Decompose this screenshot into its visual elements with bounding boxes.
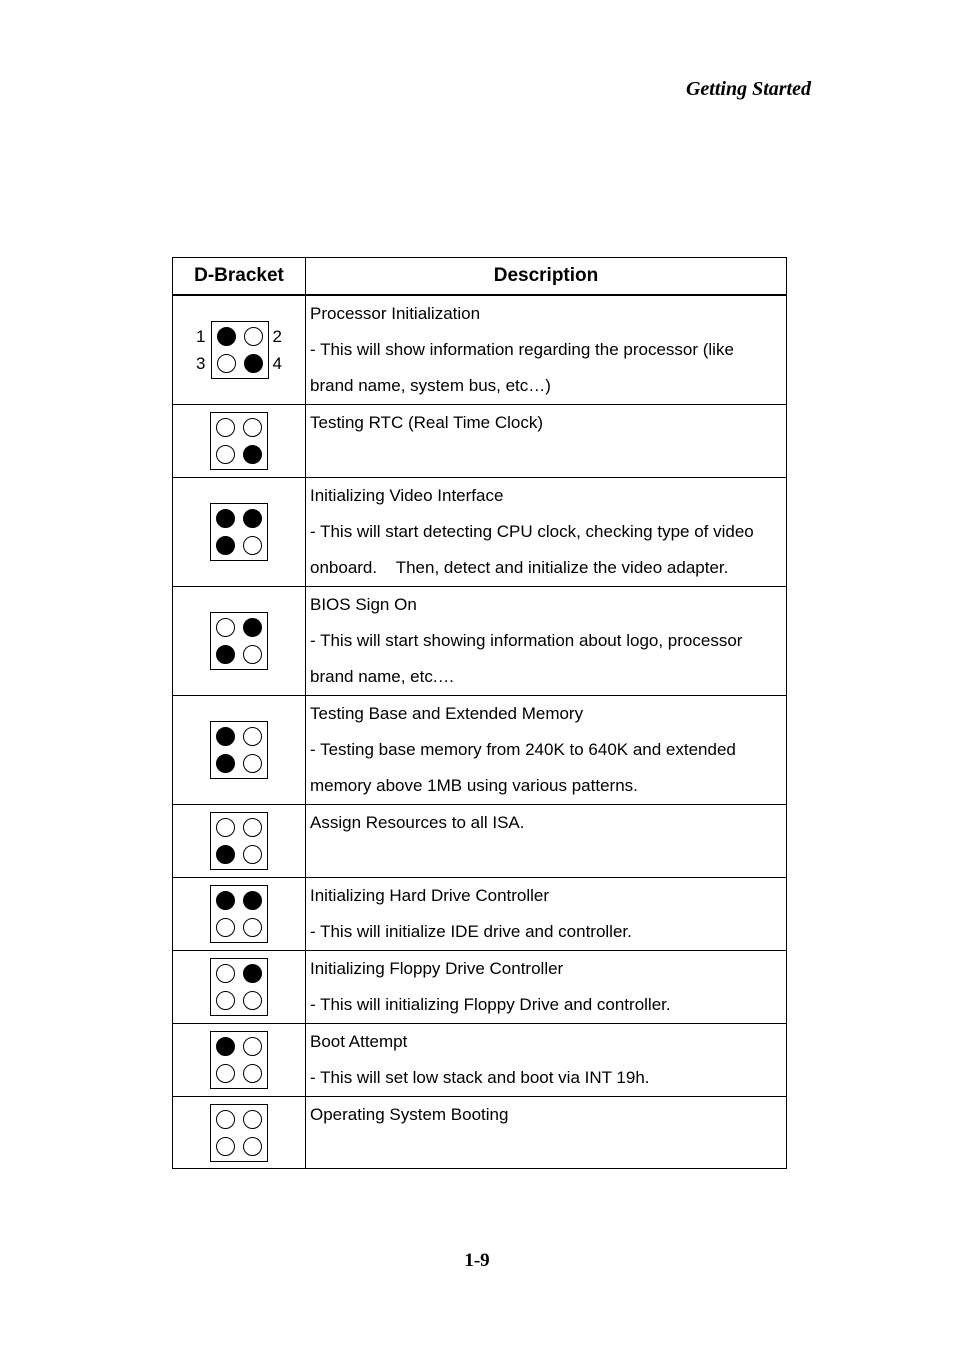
d-bracket-diagram <box>173 885 305 943</box>
led-grid <box>211 321 269 379</box>
column-header-description: Description <box>306 258 787 296</box>
led-slot <box>212 914 239 941</box>
description-cell <box>306 951 787 1024</box>
description-title: Testing Base and Extended Memory <box>310 704 584 723</box>
d-bracket-cell <box>173 478 306 587</box>
led-on-icon <box>244 354 263 373</box>
led-off-icon <box>243 418 262 437</box>
description-cell <box>306 696 787 805</box>
led-on-icon <box>217 327 236 346</box>
led-slot <box>239 987 266 1014</box>
description-detail: memory above 1MB using various patterns. <box>310 776 638 795</box>
table-header-row <box>173 258 787 296</box>
led-off-icon <box>243 991 262 1010</box>
description-cell <box>306 295 787 405</box>
led-off-icon <box>243 818 262 837</box>
description-detail: brand name, system bus, etc…) <box>310 376 551 395</box>
led-slot <box>212 750 239 777</box>
led-slot <box>239 1106 266 1133</box>
d-bracket-cell <box>173 587 306 696</box>
pin-numbers-right <box>273 323 282 377</box>
description-title: Processor Initialization <box>310 304 481 323</box>
led-slot <box>239 1033 266 1060</box>
description-title: Boot Attempt <box>310 1032 408 1051</box>
led-slot <box>212 1133 239 1160</box>
led-slot <box>212 723 239 750</box>
description-detail: - This will start showing information about logo, processor <box>310 631 743 650</box>
led-off-icon <box>244 327 263 346</box>
led-off-icon <box>243 845 262 864</box>
d-bracket-diagram <box>173 812 305 870</box>
table-row <box>173 696 787 805</box>
led-on-icon <box>243 509 262 528</box>
led-off-icon <box>217 354 236 373</box>
led-slot <box>240 350 267 377</box>
led-slot <box>212 841 239 868</box>
led-off-icon <box>243 1137 262 1156</box>
description-detail: - This will show information regarding the processor (like <box>310 340 734 359</box>
led-off-icon <box>243 1064 262 1083</box>
led-slot <box>239 614 266 641</box>
d-bracket-diagram <box>173 321 305 379</box>
led-on-icon <box>216 891 235 910</box>
led-off-icon <box>216 445 235 464</box>
d-bracket-diagram <box>173 958 305 1016</box>
description-detail: - This will initialize IDE drive and controller. <box>310 922 632 941</box>
led-on-icon <box>216 509 235 528</box>
led-on-icon <box>216 754 235 773</box>
led-slot <box>239 887 266 914</box>
led-on-icon <box>243 964 262 983</box>
led-slot <box>212 1106 239 1133</box>
description-title: Initializing Hard Drive Controller <box>310 886 550 905</box>
description-cell <box>306 1097 787 1169</box>
led-grid <box>210 503 268 561</box>
description-cell <box>306 1024 787 1097</box>
led-slot <box>212 505 239 532</box>
led-slot <box>239 814 266 841</box>
description-cell <box>306 587 787 696</box>
led-grid <box>210 412 268 470</box>
description-title: Testing RTC (Real Time Clock) <box>310 413 544 432</box>
led-off-icon <box>216 1064 235 1083</box>
table-row <box>173 405 787 478</box>
led-on-icon <box>243 445 262 464</box>
led-off-icon <box>216 818 235 837</box>
led-slot <box>212 1060 239 1087</box>
led-on-icon <box>243 891 262 910</box>
led-slot <box>239 914 266 941</box>
description-detail: - This will start detecting CPU clock, checking type of video <box>310 522 754 541</box>
led-slot <box>213 350 240 377</box>
led-grid <box>210 958 268 1016</box>
led-slot <box>239 414 266 441</box>
table-row <box>173 295 787 405</box>
led-grid <box>210 885 268 943</box>
led-slot <box>212 532 239 559</box>
description-cell <box>306 478 787 587</box>
d-bracket-diagram <box>173 412 305 470</box>
led-slot <box>239 532 266 559</box>
description-detail: onboard. Then, detect and initialize the video adapter. <box>310 558 729 577</box>
led-slot <box>212 960 239 987</box>
led-off-icon <box>216 991 235 1010</box>
led-grid <box>210 1031 268 1089</box>
d-bracket-cell <box>173 878 306 951</box>
description-detail: - This will initializing Floppy Drive and controller. <box>310 995 671 1014</box>
pin-number-label: 2 <box>272 327 282 346</box>
description-cell <box>306 878 787 951</box>
led-on-icon <box>216 1037 235 1056</box>
led-slot <box>212 814 239 841</box>
table-row <box>173 1097 787 1169</box>
led-slot <box>239 1060 266 1087</box>
description-title: Initializing Floppy Drive Controller <box>310 959 564 978</box>
led-off-icon <box>243 536 262 555</box>
d-bracket-diagram <box>173 1031 305 1089</box>
table-row <box>173 587 787 696</box>
led-off-icon <box>216 418 235 437</box>
led-slot <box>239 723 266 750</box>
table-row <box>173 878 787 951</box>
led-off-icon <box>243 918 262 937</box>
description-detail: brand name, etc.… <box>310 667 455 686</box>
table-row <box>173 1024 787 1097</box>
pin-numbers-left <box>196 323 205 377</box>
d-bracket-diagram <box>173 1104 305 1162</box>
pin-number-label: 4 <box>272 354 282 373</box>
led-off-icon <box>216 918 235 937</box>
d-bracket-cell <box>173 696 306 805</box>
led-slot <box>239 441 266 468</box>
pin-number-label: 1 <box>196 327 206 346</box>
led-grid <box>210 812 268 870</box>
led-slot <box>239 1133 266 1160</box>
d-bracket-cell <box>173 1097 306 1169</box>
description-title: Assign Resources to all ISA. <box>310 813 525 832</box>
led-slot <box>239 505 266 532</box>
led-off-icon <box>243 754 262 773</box>
d-bracket-diagram <box>173 721 305 779</box>
led-off-icon <box>243 1110 262 1129</box>
pin-number-label: 3 <box>196 354 206 373</box>
led-grid <box>210 612 268 670</box>
led-slot <box>239 960 266 987</box>
d-bracket-cell <box>173 405 306 478</box>
table-row <box>173 805 787 878</box>
running-header: Getting Started <box>685 78 811 100</box>
led-slot <box>239 750 266 777</box>
led-off-icon <box>216 964 235 983</box>
led-off-icon <box>243 1037 262 1056</box>
led-slot <box>212 887 239 914</box>
led-off-icon <box>216 1137 235 1156</box>
led-on-icon <box>216 727 235 746</box>
led-grid <box>210 721 268 779</box>
d-bracket-diagram <box>173 612 305 670</box>
led-grid <box>210 1104 268 1162</box>
led-off-icon <box>216 1110 235 1129</box>
description-title: Initializing Video Interface <box>310 486 504 505</box>
description-title: BIOS Sign On <box>310 595 417 614</box>
led-off-icon <box>216 618 235 637</box>
led-slot <box>212 641 239 668</box>
d-bracket-led-table <box>172 257 787 1169</box>
led-slot <box>212 614 239 641</box>
description-cell <box>306 805 787 878</box>
led-slot <box>239 841 266 868</box>
d-bracket-cell <box>173 1024 306 1097</box>
led-on-icon <box>216 536 235 555</box>
table-row <box>173 478 787 587</box>
column-header-d-bracket: D-Bracket <box>173 258 306 296</box>
description-detail: - Testing base memory from 240K to 640K and extended <box>310 740 736 759</box>
description-detail: - This will set low stack and boot via INT 19h. <box>310 1068 650 1087</box>
table-row <box>173 951 787 1024</box>
led-slot <box>212 987 239 1014</box>
led-slot <box>212 1033 239 1060</box>
led-slot <box>240 323 267 350</box>
d-bracket-cell <box>173 295 306 405</box>
led-off-icon <box>243 727 262 746</box>
d-bracket-cell <box>173 951 306 1024</box>
led-on-icon <box>243 618 262 637</box>
description-title: Operating System Booting <box>310 1105 509 1124</box>
table-body <box>173 295 787 1169</box>
led-slot <box>213 323 240 350</box>
d-bracket-cell <box>173 805 306 878</box>
led-slot <box>212 441 239 468</box>
led-slot <box>212 414 239 441</box>
led-off-icon <box>243 645 262 664</box>
description-cell <box>306 405 787 478</box>
page-number: 1-9 <box>464 1250 490 1271</box>
led-on-icon <box>216 845 235 864</box>
d-bracket-diagram <box>173 503 305 561</box>
led-slot <box>239 641 266 668</box>
led-on-icon <box>216 645 235 664</box>
